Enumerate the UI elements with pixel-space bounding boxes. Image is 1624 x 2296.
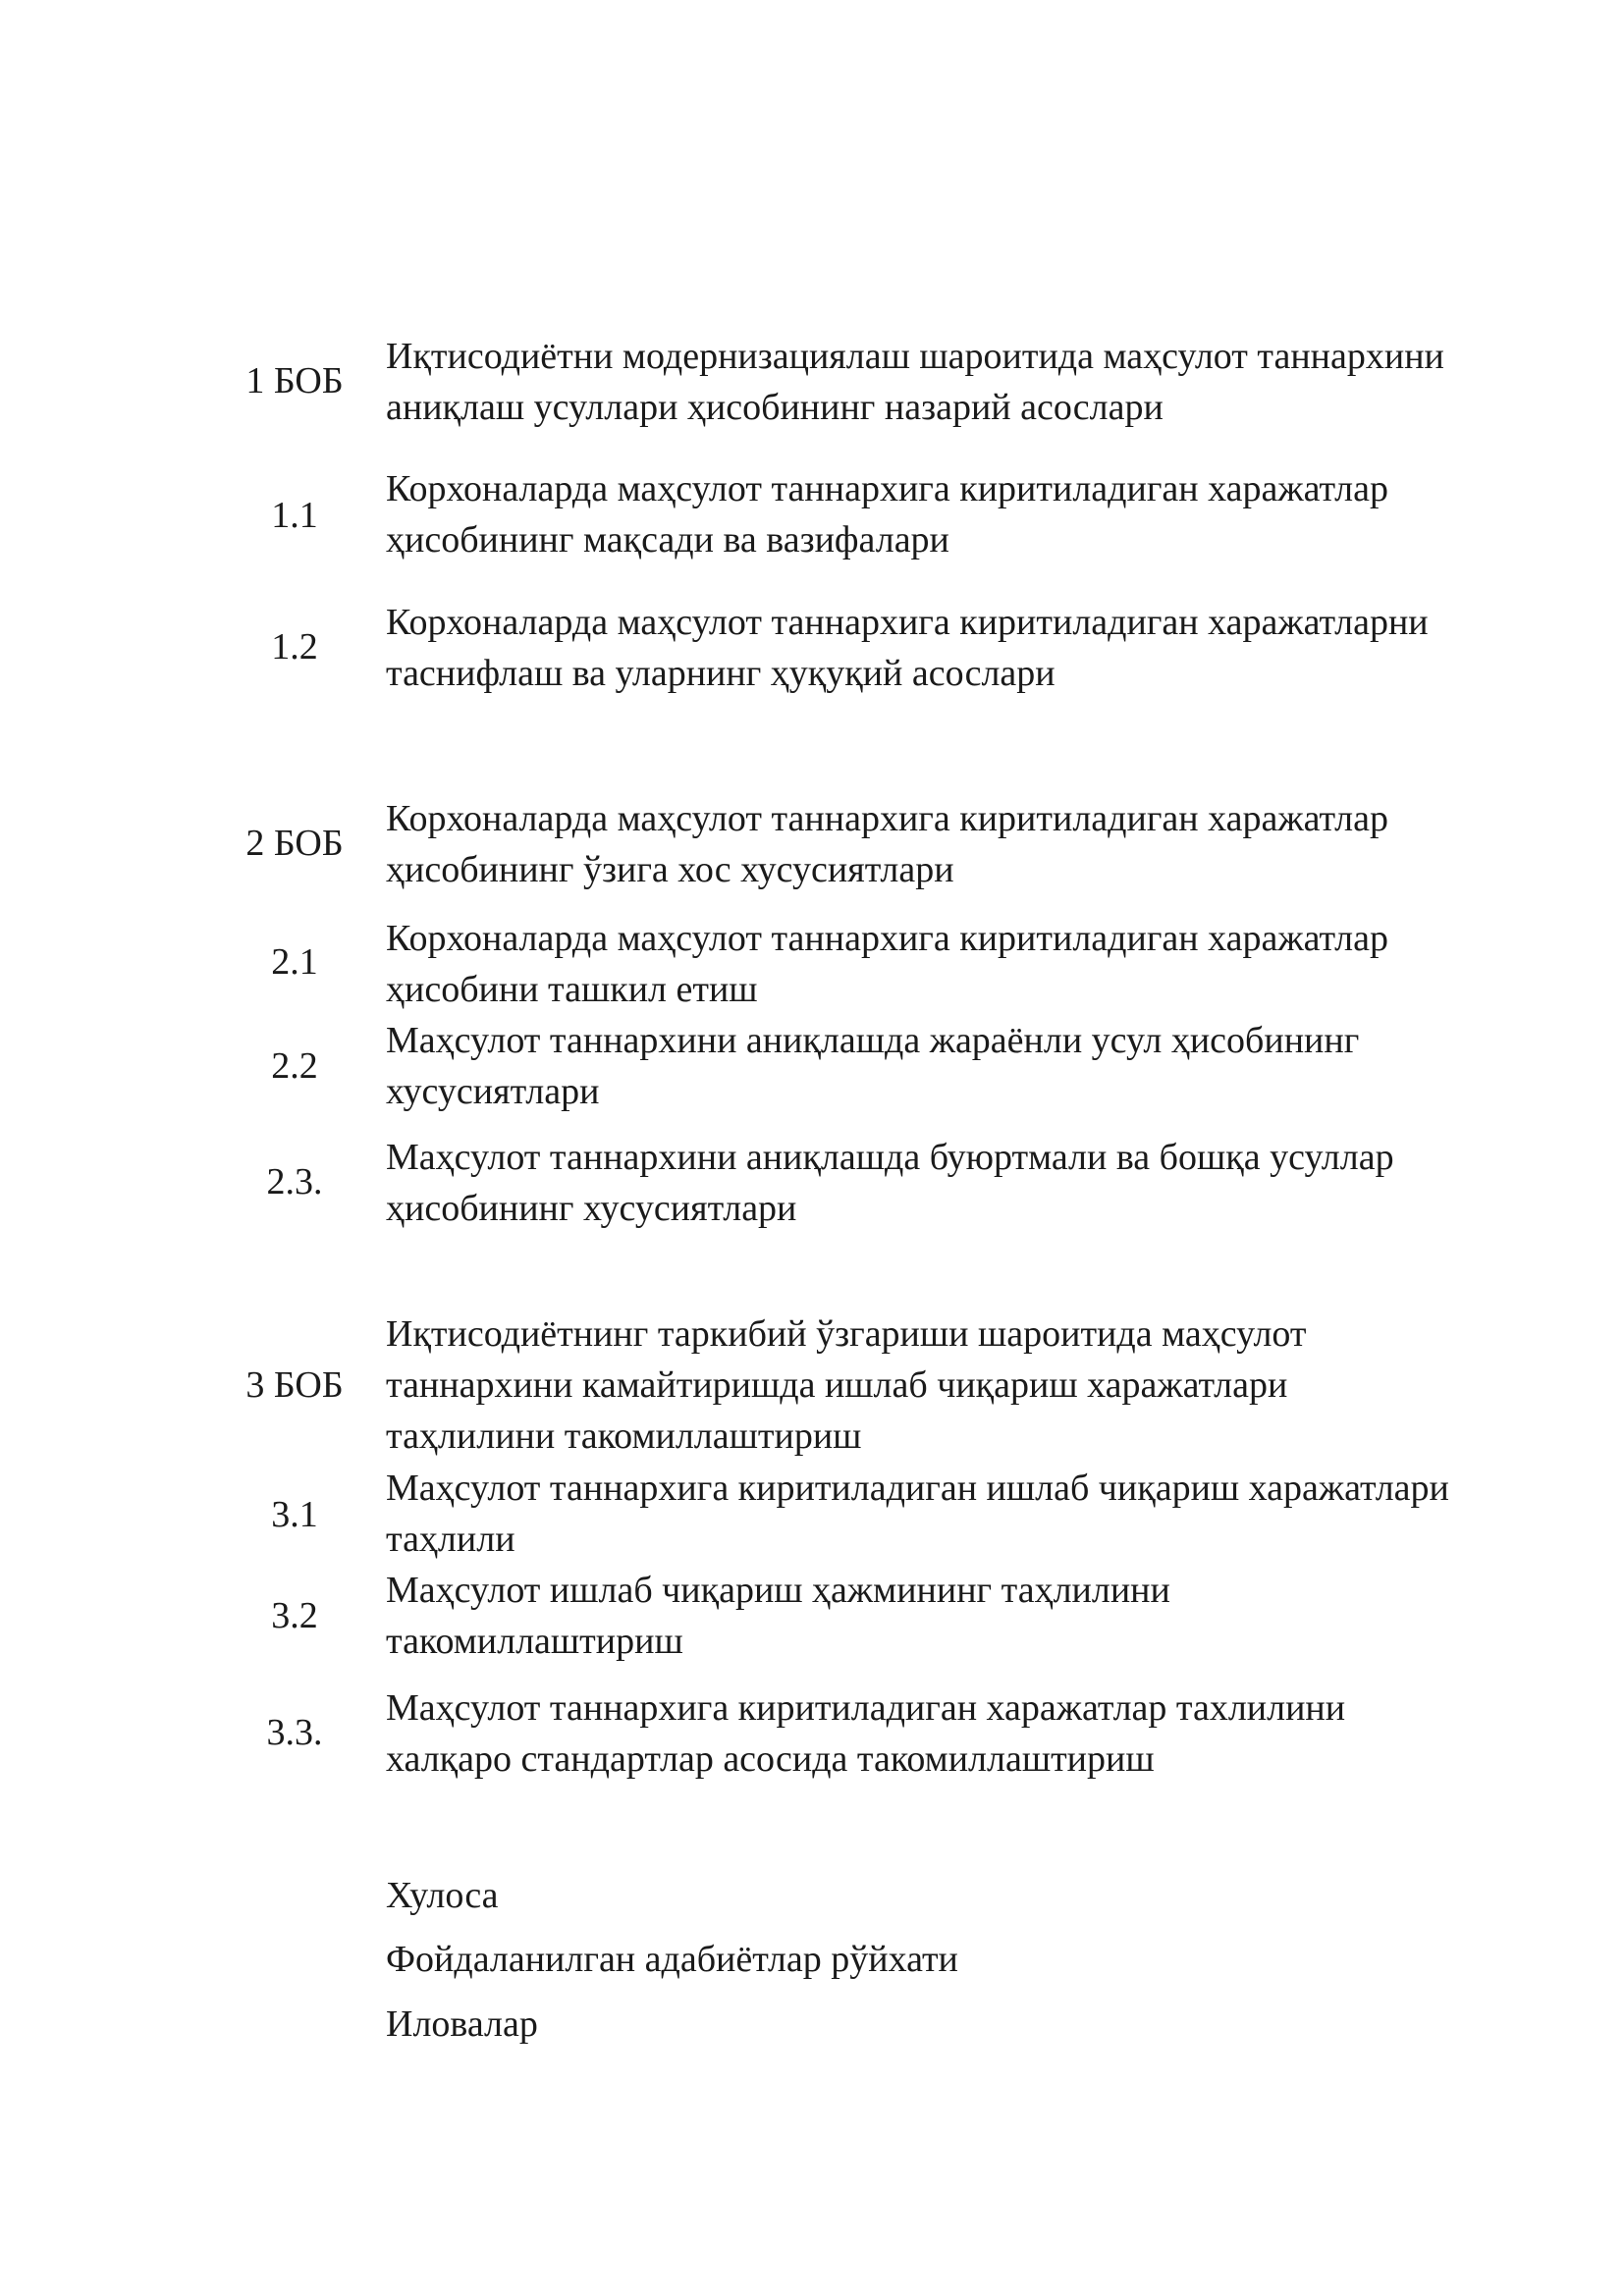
toc-title-line: Иқтисодиётнинг таркибий ўзгариши шароитида маҳсулот (386, 1313, 1307, 1355)
toc-title-line: Маҳсулот таннархига киритиладиган ишлаб чиқариш харажатлари (386, 1468, 1449, 1509)
toc-title-line: Иқтисодиётни модернизациялаш шароитида маҳсулот таннархини (386, 336, 1444, 377)
toc-references: Фойдаланилган адабиётлар рўйхати (386, 1939, 958, 1980)
toc-title-line: таснифлаш ва уларнинг ҳуқуқий асослари (386, 653, 1056, 694)
toc-title-line: таннархини камайтиришда ишлаб чиқариш харажатлари (386, 1364, 1288, 1406)
toc-number: 2 БОБ (245, 823, 344, 864)
toc-number: 2.3. (266, 1161, 323, 1202)
toc-title-line: ҳисобининг мақсади ва вазифалари (386, 519, 949, 561)
toc-title-line: Корхоналарда маҳсулот таннархига киритиладиган харажатлар (386, 798, 1388, 839)
toc-title (386, 463, 1515, 565)
toc-title-line: таҳлилини такомиллаштириш (386, 1415, 862, 1457)
toc-number: 3.2 (271, 1595, 318, 1636)
toc-number: 3 БОБ (245, 1364, 344, 1406)
toc-number: 3.3. (266, 1712, 323, 1753)
toc-number: 2.2 (271, 1045, 318, 1087)
toc-title (386, 331, 1515, 433)
toc-title-line: Маҳсулот таннархини аниқлашда буюртмали ва бошқа усуллар (386, 1137, 1394, 1178)
toc-number: 1.1 (271, 495, 318, 536)
toc-title (386, 1682, 1515, 1785)
toc-title (386, 1015, 1515, 1117)
toc-title-line: Корхоналарда маҳсулот таннархига киритиладиган харажатлар (386, 468, 1388, 509)
toc-number: 2.1 (271, 941, 318, 983)
toc-number: 1 БОБ (245, 360, 344, 401)
toc-title (386, 913, 1515, 1015)
toc-title-line: ҳисобини ташкил етиш (386, 969, 758, 1010)
toc-title (386, 793, 1515, 895)
toc-number: 1.2 (271, 626, 318, 667)
toc-conclusion: Хулоса (386, 1875, 499, 1916)
toc-title-line: такомиллаштириш (386, 1621, 683, 1662)
toc-title (386, 1132, 1515, 1234)
toc-title-line: Корхоналарда маҳсулот таннархига киритиладиган харажатларни (386, 602, 1429, 643)
toc-number: 3.1 (271, 1494, 318, 1535)
toc-title-line: Маҳсулот таннархига киритиладиган харажатлар тахлилини (386, 1687, 1346, 1729)
toc-title (386, 597, 1515, 699)
toc-title-line: ҳисобининг ўзига хос хусусиятлари (386, 849, 954, 890)
toc-title-line: Корхоналарда маҳсулот таннархига киритиладиган харажатлар (386, 918, 1388, 959)
toc-title (386, 1565, 1515, 1667)
toc-appendices: Иловалар (386, 2003, 538, 2045)
toc-title-line: аниқлаш усуллари ҳисобининг назарий асослари (386, 387, 1164, 428)
toc-title-line: Маҳсулот таннархини аниқлашда жараёнли усул ҳисобининг (386, 1020, 1360, 1061)
toc-title-line: ҳисобининг хусусиятлари (386, 1188, 797, 1229)
toc-title-line: таҳлили (386, 1519, 515, 1560)
toc-title (386, 1308, 1515, 1462)
toc-title-line: хусусиятлари (386, 1071, 600, 1112)
toc-title-line: Маҳсулот ишлаб чиқариш ҳажмининг таҳлилини (386, 1570, 1170, 1611)
toc-title (386, 1463, 1515, 1565)
toc-title-line: халқаро стандартлар асосида такомиллаштириш (386, 1738, 1155, 1780)
